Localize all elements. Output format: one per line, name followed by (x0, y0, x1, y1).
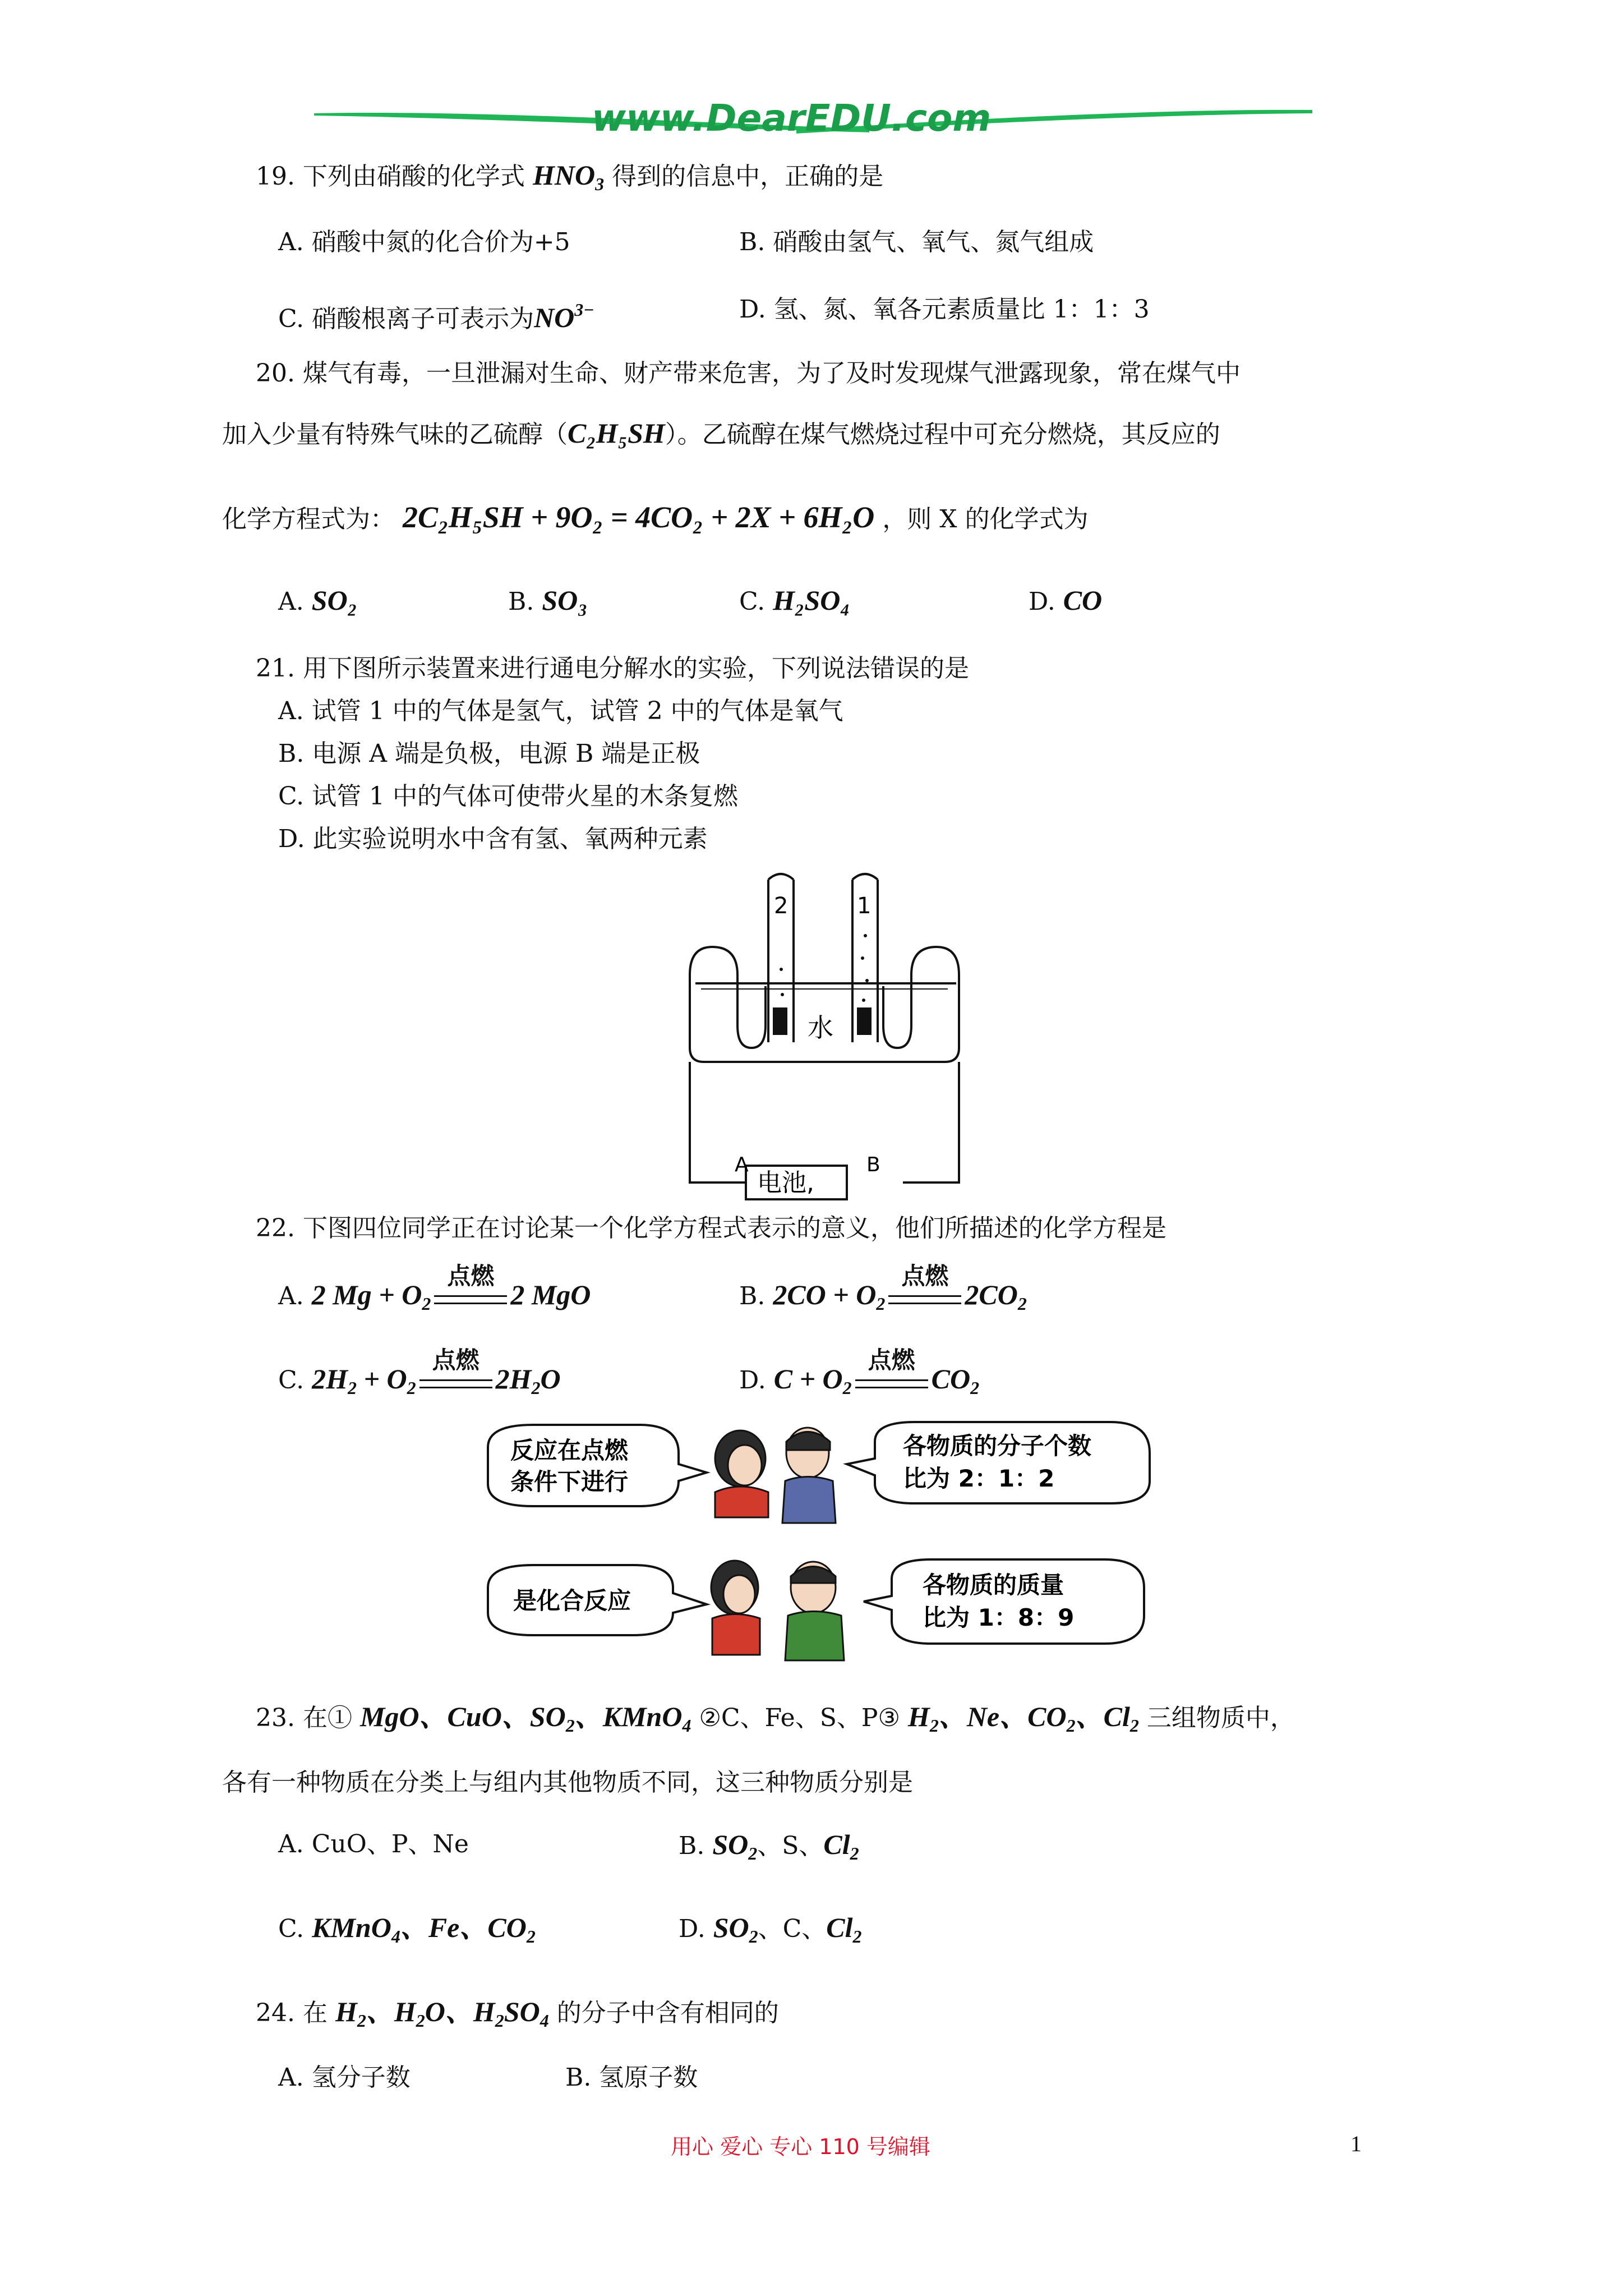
q21-option-c[interactable]: C. 试管 1 中的气体可使带火星的木条复燃 (278, 782, 739, 811)
q20-option-c[interactable]: C. H₂SO₄ (739, 585, 850, 616)
q23-option-c[interactable]: C. KMnO$_4$、Fe、$CO_2$ (278, 1912, 536, 1947)
student-boy-top (782, 1428, 836, 1523)
tube-2-label: 2 (774, 893, 789, 919)
bubble-br-line1: 各物质的质量 (923, 1571, 1064, 1599)
q20-equation: 2C₂H₅SH + 9O₂ = 4CO₂ + 2X + 6H₂O (403, 500, 875, 534)
q22-option-a[interactable]: A. 2 $Mg + O_2$ 点燃 2 MgO (278, 1262, 591, 1314)
q22-option-c[interactable]: C. $2H_2 + O_2$ 点燃 $2H_2O$ (278, 1346, 561, 1398)
student-girl-top (715, 1430, 768, 1517)
q19-stem (256, 158, 883, 201)
q19-option-a[interactable]: A. 硝酸中氮的化合价为+5 (278, 228, 570, 256)
q23-option-d[interactable]: D. $SO_2$、C、$Cl_2$ (679, 1912, 862, 1947)
q19-stem-post: 得到的信息中，正确的是 (612, 162, 884, 191)
student-girl-bottom (711, 1561, 760, 1655)
q23-line1: 23. 在① MgO、CuO、$SO_2$、KMnO$_4$ ②C、Fe、S、P③ $H_2$、Ne、$CO_2$、$Cl_2$ 三组物质中， (256, 1701, 1295, 1736)
q19-option-c[interactable]: C. 硝酸根离子可表示为$NO^{3-}$ (278, 300, 594, 333)
terminal-b-label: B (866, 1153, 880, 1176)
q22-condition-a: 点燃 (434, 1284, 507, 1312)
bubble-tl-line1: 反应在点燃 (510, 1437, 629, 1464)
q20-option-a[interactable]: A. SO₂ (278, 585, 358, 616)
q22-condition-d: 点燃 (855, 1368, 928, 1396)
student-boy-bottom (785, 1562, 844, 1660)
q24-option-a[interactable]: A. 氢分子数 (278, 2063, 411, 2092)
bubble-tr-line2: 比为 2：1：2 (903, 1465, 1055, 1492)
page-number: 1 (1350, 2131, 1362, 2156)
q21-option-d[interactable]: D. 此实验说明水中含有氢、氧两种元素 (278, 825, 708, 853)
q19-option-d[interactable]: D. 氢、氮、氧各元素质量比 1：1：3 (739, 295, 1150, 324)
bubble-tl-line2: 条件下进行 (510, 1468, 629, 1496)
bubble-tr-line1: 各物质的分子个数 (903, 1432, 1092, 1460)
q22-option-b[interactable]: B. $2CO + O_2$ 点燃 $2CO_2$ (739, 1262, 1027, 1314)
electrolysis-figure (679, 868, 970, 1216)
q21-option-a[interactable]: A. 试管 1 中的气体是氢气，试管 2 中的气体是氧气 (278, 697, 843, 725)
q24-stem: 24. 在 $H_2$、$H_2O$、$H_2SO_4$ 的分子中含有相同的 (256, 1996, 779, 2031)
discussion-figure (471, 1419, 1166, 1683)
q23-line2: 各有一种物质在分类上与组内其他物质不同，这三种物质分别是 (222, 1768, 913, 1797)
header-logo[interactable]: www.DearEDU.com (592, 96, 992, 140)
tube-1-label: 1 (857, 893, 872, 919)
q19-option-b[interactable]: B. 硝酸由氢气、氧气、氮气组成 (739, 228, 1094, 256)
q20-line1: 20. 煤气有毒，一旦泄漏对生命、财产带来危害，为了及时发现煤气泄露现象，常在煤气中 (256, 359, 1241, 388)
bubble-br-line2: 比为 1：8：9 (923, 1604, 1075, 1631)
q22-stem: 22. 下图四位同学正在讨论某一个化学方程式表示的意义，他们所描述的化学方程是 (256, 1214, 1166, 1243)
battery-label: 电池, (757, 1168, 814, 1197)
water-label: 水 (808, 1013, 833, 1043)
q22-condition-c: 点燃 (419, 1368, 492, 1396)
q20-option-d[interactable]: D. CO (1029, 585, 1103, 616)
q23-option-a[interactable]: A. CuO、P、Ne (278, 1830, 469, 1858)
q21-option-b[interactable]: B. 电源 A 端是负极，电源 B 端是正极 (278, 739, 700, 768)
q22-option-d[interactable]: D. $C + O_2$ 点燃 $CO_2$ (739, 1346, 980, 1398)
q22-condition-b: 点燃 (888, 1284, 961, 1312)
q20-option-b[interactable]: B. SO₃ (508, 585, 588, 616)
terminal-a-label: A (735, 1153, 749, 1176)
q21-stem: 21. 用下图所示装置来进行通电分解水的实验，下列说法错误的是 (256, 654, 969, 683)
q20-line2: 加入少量有特殊气味的乙硫醇（C₂H₅SH）。乙硫醇在煤气燃烧过程中可充分燃烧，其反应的 (222, 417, 1220, 449)
q19-stem-pre: 19. 下列由硝酸的化学式 (256, 162, 525, 191)
q24-option-b[interactable]: B. 氢原子数 (565, 2063, 698, 2092)
q20-line3: 化学方程式为： 2C₂H₅SH + 9O₂ = 4CO₂ + 2X + 6H₂O ，则 X 的化学式为 (222, 500, 1089, 534)
q23-option-b[interactable]: B. $SO_2$、S、$Cl_2$ (679, 1829, 859, 1864)
bubble-bl-line1: 是化合反应 (513, 1587, 631, 1614)
footer-text: 用心 爱心 专心 110 号编辑 (671, 2134, 930, 2159)
q19-formula: $HNO_3$ (532, 159, 605, 194)
